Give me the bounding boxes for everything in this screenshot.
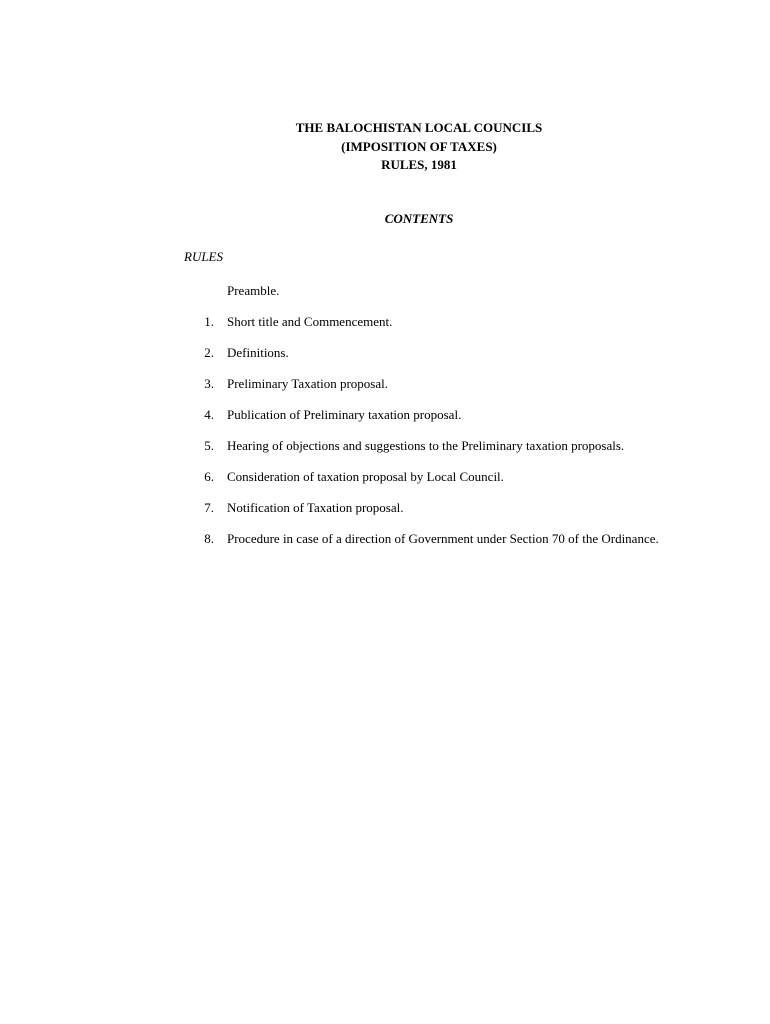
toc-item-5 bbox=[190, 437, 673, 455]
toc-item-number: 2. bbox=[204, 345, 214, 360]
toc-item-4 bbox=[190, 406, 673, 424]
toc-item-2 bbox=[190, 344, 673, 362]
rules-label: RULES bbox=[184, 249, 223, 264]
title-line-2: (IMPOSITION OF TAXES) bbox=[341, 138, 497, 154]
toc-item-3 bbox=[190, 375, 673, 393]
contents-heading: CONTENTS bbox=[384, 211, 454, 226]
title-line-3: RULES, 1981 bbox=[381, 157, 457, 172]
toc-item-number: 7. bbox=[204, 500, 214, 515]
toc-item-text: Procedure in case of a direction of Government under Section 70 of the Ordinance. bbox=[227, 531, 659, 546]
title-line-1: THE BALOCHISTAN LOCAL COUNCILS bbox=[295, 120, 543, 135]
toc-item-text: Definitions. bbox=[227, 345, 289, 360]
toc-item-text: Hearing of objections and suggestions to the Preliminary taxation proposals. bbox=[227, 438, 625, 453]
toc-item-8 bbox=[190, 530, 673, 548]
toc-item-text: Publication of Preliminary taxation proposal. bbox=[227, 407, 462, 422]
table-of-contents bbox=[190, 282, 673, 561]
toc-item-number: 3. bbox=[204, 376, 214, 391]
toc-item-text: Preamble. bbox=[227, 283, 280, 298]
document-title bbox=[0, 119, 770, 175]
toc-item-6 bbox=[190, 468, 673, 486]
toc-item-number: 1. bbox=[204, 314, 214, 329]
toc-item-text: Preliminary Taxation proposal. bbox=[227, 376, 388, 391]
toc-item-text: Notification of Taxation proposal. bbox=[227, 500, 404, 515]
toc-item-preamble bbox=[190, 282, 673, 300]
toc-item-7 bbox=[190, 499, 673, 517]
toc-item-1 bbox=[190, 313, 673, 331]
toc-item-number: 4. bbox=[204, 407, 214, 422]
toc-item-number: 8. bbox=[204, 531, 214, 546]
toc-item-number: 6. bbox=[204, 469, 214, 484]
toc-item-text: Short title and Commencement. bbox=[227, 314, 393, 329]
toc-item-text: Consideration of taxation proposal by Local Council. bbox=[227, 469, 504, 484]
toc-item-number: 5. bbox=[204, 438, 214, 453]
